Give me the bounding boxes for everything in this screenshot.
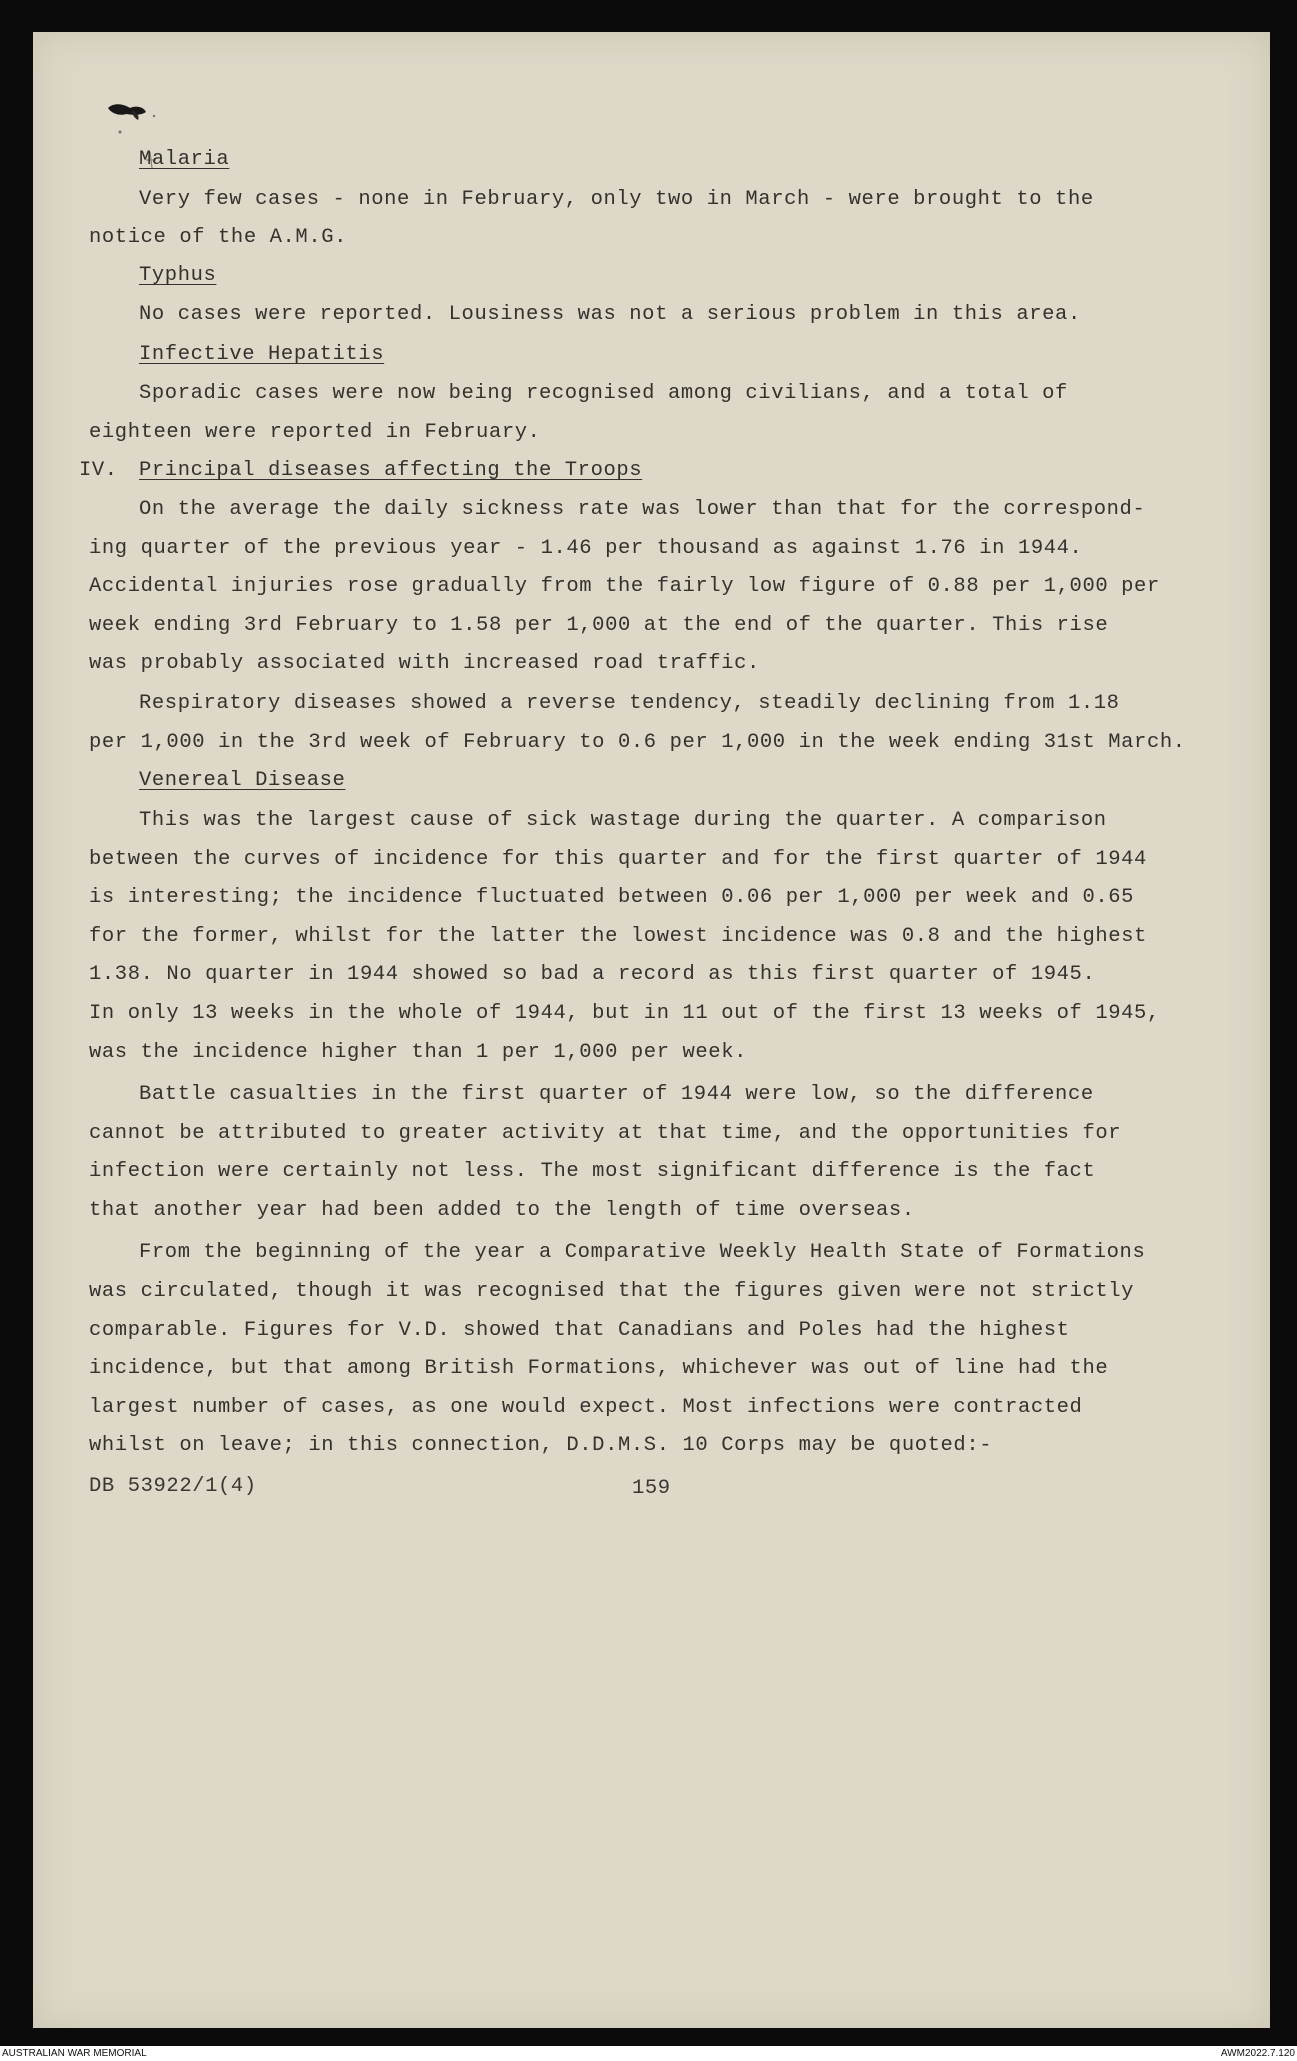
section-numeral: IV. — [79, 459, 118, 482]
archive-item-id: AWM2022.7.120 — [1220, 2048, 1295, 2059]
body-line: eighteen were reported in February. — [89, 421, 541, 444]
body-line: This was the largest cause of sick wastage during the quarter. A comparison — [139, 809, 1107, 832]
body-line: between the curves of incidence for this quarter and for the first quarter of 1944 — [89, 848, 1147, 871]
body-line: is interesting; the incidence fluctuated between 0.06 per 1,000 per week and 0.65 — [89, 886, 1135, 909]
body-line: Battle casualties in the first quarter of 1944 were low, so the difference — [139, 1083, 1094, 1106]
document-page — [33, 32, 1270, 2028]
body-line: whilst on leave; in this connection, D.D.M.S. 10 Corps may be quoted:- — [89, 1434, 993, 1457]
body-line: week ending 3rd February to 1.58 per 1,000 at the end of the quarter. This rise — [89, 614, 1109, 637]
heading-venereal-disease: Venereal Disease — [139, 769, 346, 792]
body-line: was circulated, though it was recognised that the figures given were not strictly — [89, 1280, 1135, 1303]
archive-name: AUSTRALIAN WAR MEMORIAL — [2, 2048, 147, 2059]
body-line: largest number of cases, as one would expect. Most infections were contracted — [89, 1396, 1083, 1419]
heading-typhus: Typhus — [139, 264, 217, 287]
body-line: Respiratory diseases showed a reverse tendency, steadily declining from 1.18 — [139, 692, 1120, 715]
body-line: was the incidence higher than 1 per 1,000 per week. — [89, 1041, 748, 1064]
body-line: ing quarter of the previous year - 1.46 per thousand as against 1.76 in 1944. — [89, 537, 1083, 560]
body-line: that another year had been added to the length of time overseas. — [89, 1199, 915, 1222]
body-line: cannot be attributed to greater activity at that time, and the opportunities for — [89, 1122, 1122, 1145]
paper-damage-mark — [80, 72, 200, 192]
body-line: incidence, but that among British Formations, whichever was out of line had the — [89, 1357, 1109, 1380]
heading-malaria: Malaria — [139, 148, 230, 171]
archive-caption-strip — [0, 2046, 1297, 2061]
body-line: Accidental injuries rose gradually from the fairly low figure of 0.88 per 1,000 per — [89, 575, 1160, 598]
body-line: for the former, whilst for the latter the lowest incidence was 0.8 and the highest — [89, 925, 1147, 948]
body-line: From the beginning of the year a Comparative Weekly Health State of Formations — [139, 1241, 1146, 1264]
heading-infective-hepatitis: Infective Hepatitis — [139, 343, 385, 366]
body-line: No cases were reported. Lousiness was not a serious problem in this area. — [139, 303, 1081, 326]
body-line: per 1,000 in the 3rd week of February to 0.6 per 1,000 in the week ending 31st March. — [89, 731, 1186, 754]
body-line: On the average the daily sickness rate was lower than that for the correspond- — [139, 498, 1146, 521]
body-line: infection were certainly not less. The most significant difference is the fact — [89, 1160, 1096, 1183]
body-line: Very few cases - none in February, only two in March - were brought to the — [139, 188, 1094, 211]
body-line: notice of the A.M.G. — [89, 226, 348, 249]
page-number: 159 — [632, 1477, 671, 1500]
body-line: was probably associated with increased road traffic. — [89, 652, 760, 675]
body-line: 1.38. No quarter in 1944 showed so bad a record as this first quarter of 1945. — [89, 963, 1096, 986]
body-line: comparable. Figures for V.D. showed that Canadians and Poles had the highest — [89, 1319, 1070, 1342]
document-reference: DB 53922/1(4) — [89, 1475, 257, 1498]
body-line: Sporadic cases were now being recognised among civilians, and a total of — [139, 382, 1068, 405]
heading-principal-diseases: Principal diseases affecting the Troops — [139, 459, 643, 482]
body-line: In only 13 weeks in the whole of 1944, but in 11 out of the first 13 weeks of 1945, — [89, 1002, 1160, 1025]
